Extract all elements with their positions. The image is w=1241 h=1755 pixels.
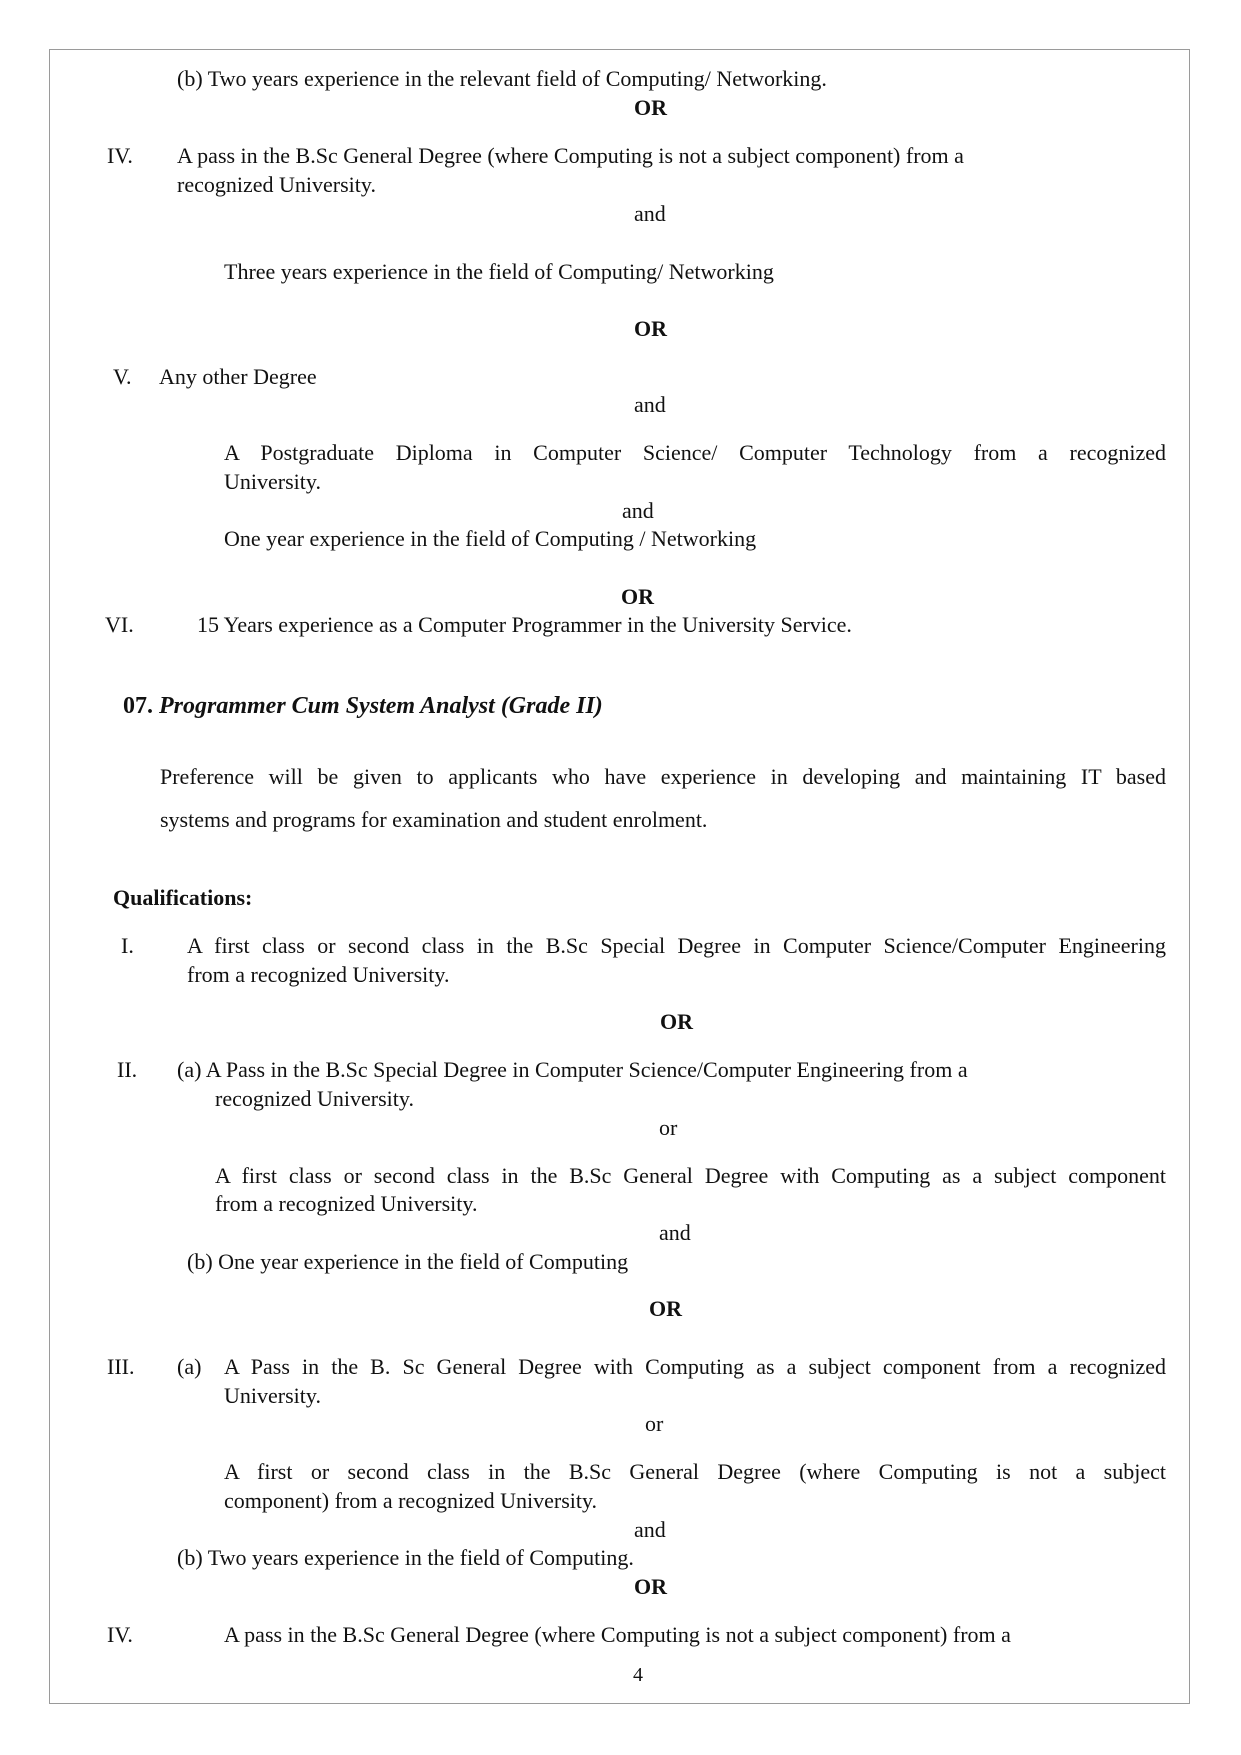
or-lowercase: or: [659, 1115, 678, 1140]
section-heading: [123, 694, 603, 718]
ii-a-line1: (a) A Pass in the B.Sc Special Degree in Computer Science/Computer Engineering from a: [177, 1057, 968, 1082]
numeral-i: I.: [121, 933, 134, 958]
vi-fifteen-years: 15 Years experience as a Computer Programmer in the University Service.: [197, 612, 852, 637]
page-border: [49, 49, 1190, 1704]
ii-a-line2: recognized University.: [215, 1086, 414, 1111]
or-separator: OR: [660, 1009, 693, 1034]
three-years-experience: Three years experience in the field of Computing/ Networking: [224, 259, 774, 284]
and-connector: and: [622, 498, 654, 523]
section-title: Programmer Cum System Analyst (Grade II): [159, 693, 603, 719]
iv-second-line1: A pass in the B.Sc General Degree (where Computing is not a subject component) from a: [224, 1622, 1011, 1647]
pgd-line1: A Postgraduate Diploma in Computer Science/ Computer Technology from a recognized: [224, 440, 1166, 465]
ii-b-line: (b) One year experience in the field of Computing: [187, 1249, 629, 1274]
iii-a-line1: A Pass in the B. Sc General Degree with Computing as a subject component from a recognized: [224, 1354, 1166, 1379]
pgd-line2: University.: [224, 469, 321, 494]
iii-a-label: (a): [177, 1354, 202, 1379]
numeral-iii: III.: [107, 1354, 135, 1379]
ii-alt-line2: from a recognized University.: [215, 1191, 478, 1216]
numeral-vi: VI.: [105, 612, 134, 637]
or-separator: OR: [634, 1574, 667, 1599]
or-separator: OR: [634, 95, 667, 120]
and-connector: and: [634, 1517, 666, 1542]
or-separator: OR: [621, 584, 654, 609]
and-connector: and: [634, 201, 666, 226]
and-connector: and: [659, 1220, 691, 1245]
iv-text-line1: A pass in the B.Sc General Degree (where Computing is not a subject component) from a: [177, 143, 964, 168]
numeral-iv: IV.: [107, 143, 133, 168]
or-separator: OR: [649, 1296, 682, 1321]
preference-line2: systems and programs for examination and student enrolment.: [160, 807, 708, 832]
item-b-two-years: (b) Two years experience in the relevant field of Computing/ Networking.: [177, 66, 827, 91]
any-other-degree: Any other Degree: [159, 364, 317, 389]
i-text-line2: from a recognized University.: [187, 962, 450, 987]
iii-alt-line1: A first or second class in the B.Sc General Degree (where Computing is not a subject: [224, 1459, 1166, 1484]
numeral-iv-second: IV.: [107, 1622, 133, 1647]
or-lowercase: or: [645, 1411, 664, 1436]
iii-a-line2: University.: [224, 1383, 321, 1408]
qualifications-label: Qualifications:: [113, 885, 253, 910]
and-connector: and: [634, 392, 666, 417]
i-text-line1: A first class or second class in the B.Sc Special Degree in Computer Science/Computer Engineering: [187, 933, 1166, 958]
iv-text-line2: recognized University.: [177, 172, 376, 197]
page-number: 4: [633, 1664, 643, 1686]
or-separator: OR: [634, 316, 667, 341]
numeral-ii: II.: [117, 1057, 138, 1082]
iii-b-line: (b) Two years experience in the field of Computing.: [177, 1545, 634, 1570]
preference-line1: Preference will be given to applicants who have experience in developing and maintaining IT based: [160, 764, 1166, 789]
one-year-experience: One year experience in the field of Computing / Networking: [224, 526, 757, 551]
iii-alt-line2: component) from a recognized University.: [224, 1488, 598, 1513]
ii-alt-line1: A first class or second class in the B.Sc General Degree with Computing as a subject component: [215, 1163, 1166, 1188]
section-number: 07.: [123, 693, 153, 719]
numeral-v: V.: [113, 364, 132, 389]
